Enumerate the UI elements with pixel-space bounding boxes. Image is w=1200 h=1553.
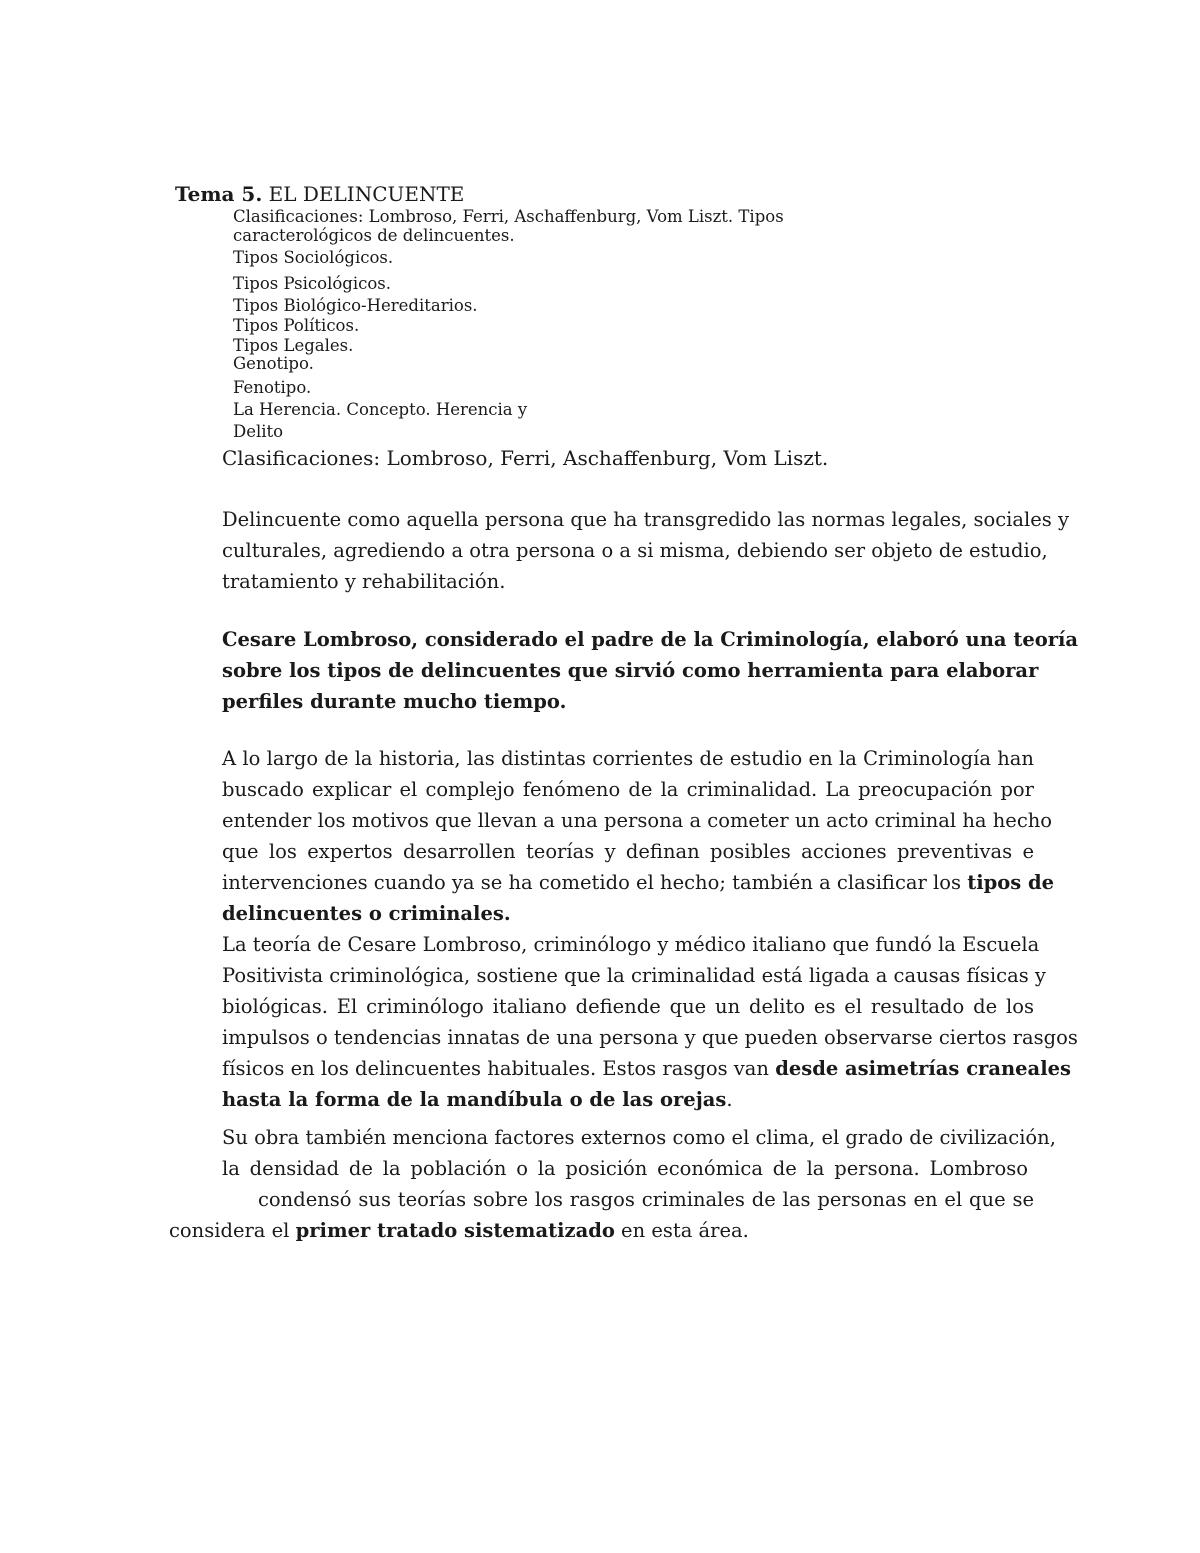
text-line: impulsos o tendencias innatas de una persona y que pueden observarse ciertos rasgos: [222, 1026, 1078, 1049]
text-line: La teoría de Cesare Lombroso, criminólogo y médico italiano que fundó la Escuela: [222, 933, 1040, 956]
tema-label: Tema 5.: [175, 182, 263, 206]
text-line: Delincuente como aquella persona que ha transgredido las normas legales, sociales y: [222, 508, 1070, 531]
text-line: biológicas. El criminólogo italiano defiende que un delito es el resultado de los: [222, 995, 1034, 1018]
text-line: [222, 1084, 1034, 1115]
text-line: perfiles durante mucho tiempo.: [222, 690, 567, 713]
text-line: la densidad de la población o la posición económica de la persona. Lombroso: [222, 1157, 1028, 1180]
bold-segment: hasta la forma de la mandíbula o de las orejas: [222, 1088, 727, 1111]
toc-item: Fenotipo.: [233, 378, 312, 397]
text-line: condensó sus teorías sobre los rasgos criminales de las personas en el que se: [258, 1188, 1034, 1211]
text-line: Positivista criminológica, sostiene que la criminalidad está ligada a causas físicas y: [222, 964, 1046, 987]
toc-item: Tipos Legales.: [233, 336, 354, 355]
toc-item: Genotipo.: [233, 354, 314, 373]
toc-item: Tipos Psicológicos.: [233, 274, 392, 293]
text-line: [222, 1053, 1071, 1084]
text-line: que los expertos desarrollen teorías y definan posibles acciones preventivas e: [222, 840, 1034, 863]
toc-item: Clasificaciones: Lombroso, Ferri, Aschaffenburg, Vom Liszt. Tipos: [233, 207, 784, 226]
text-line: A lo largo de la historia, las distintas corrientes de estudio en la Criminología han: [222, 747, 1034, 770]
bold-segment: tipos de: [967, 871, 1055, 894]
text-line: buscado explicar el complejo fenómeno de la criminalidad. La preocupación por: [222, 778, 1034, 801]
text-line: entender los motivos que llevan a una persona a cometer un acto criminal ha hecho: [222, 809, 1053, 832]
toc-item: Delito: [233, 422, 284, 441]
text-segment: intervenciones cuando ya se ha cometido el hecho; también a clasificar los: [222, 871, 961, 894]
toc-item: Tipos Biológico-Hereditarios.: [233, 296, 478, 315]
bold-segment: desde asimetrías craneales: [775, 1057, 1071, 1080]
text-line: [222, 898, 1034, 929]
text-line: culturales, agrediendo a otra persona o a si misma, debiendo ser objeto de estudio,: [222, 539, 1048, 562]
text-line: sobre los tipos de delincuentes que sirvió como herramienta para elaborar: [222, 659, 1039, 682]
paragraph-lombroso-bold: [222, 624, 1079, 717]
text-line: Cesare Lombroso, considerado el padre de la Criminología, elaboró una teoría: [222, 628, 1079, 651]
toc-item: La Herencia. Concepto. Herencia y: [233, 400, 528, 419]
section-subheading: Clasificaciones: Lombroso, Ferri, Aschaffenburg, Vom Liszt.: [222, 446, 829, 470]
toc-item: Tipos Políticos.: [233, 316, 360, 335]
text-segment: físicos en los delincuentes habituales. Estos rasgos van: [222, 1057, 769, 1080]
toc-item: Tipos Sociológicos.: [233, 248, 394, 267]
page-title: [175, 182, 464, 206]
paragraph-definition: [222, 504, 1070, 597]
tema-title: EL DELINCUENTE: [268, 182, 465, 206]
text-segment: considera el: [169, 1219, 290, 1242]
text-line: [222, 867, 1055, 898]
paragraph-theory: [222, 929, 1078, 1115]
bold-segment: delincuentes o criminales.: [222, 902, 511, 925]
text-line: [169, 1215, 749, 1246]
text-line: tratamiento y rehabilitación.: [222, 570, 506, 593]
text-segment: .: [726, 1088, 733, 1111]
text-line: Su obra también menciona factores externos como el clima, el grado de civilización,: [222, 1126, 1056, 1149]
bold-segment: primer tratado sistematizado: [295, 1219, 615, 1242]
paragraph-history: [222, 743, 1055, 929]
toc-item: caracterológicos de delincuentes.: [233, 226, 515, 245]
text-segment: en esta área.: [621, 1219, 749, 1242]
